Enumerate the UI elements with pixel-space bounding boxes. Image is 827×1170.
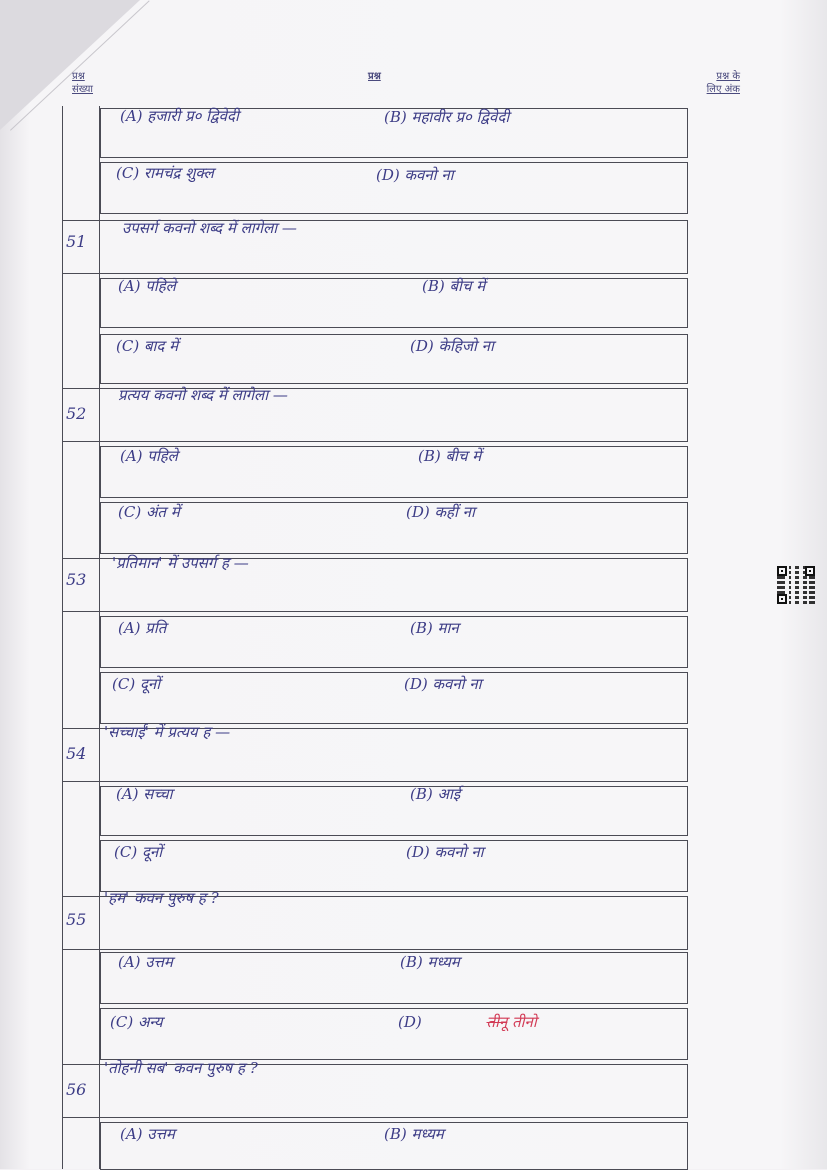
answer-row [100,672,688,724]
qr-finder [805,566,815,576]
option-b: (B) बीच में [418,447,482,465]
header-question: प्रश्न [368,71,381,82]
option-a: (A) प्रति [118,619,167,637]
option-a: (A) पहिले [120,447,178,465]
corrected-answer: तीनो [512,1013,537,1031]
option-d: (D) कवनो ना [406,843,484,861]
answer-row [100,840,688,892]
option-b: (B) बीच में [422,277,486,295]
option-a: (A) उत्तम [120,1125,175,1143]
answer-row [100,1008,688,1060]
struck-answer: तीनू [486,1013,508,1031]
option-a: (A) सच्चा [116,785,173,803]
option-c: (C) बाद में [116,337,179,355]
option-d: (D) कवनो ना [404,675,482,693]
option-c: (C) दूनों [112,675,161,693]
answer-row [100,502,688,554]
option-a: (A) उत्तम [118,953,173,971]
option-b: (B) मध्यम [400,953,460,971]
option-c: (C) अंत में [118,503,180,521]
option-c: (C) रामचंद्र शुक्ल [116,164,214,182]
option-d: (D) कहीं ना [406,503,475,521]
answer-row [100,334,688,384]
option-a: (A) हजारी प्र० द्विवेदी [120,107,239,125]
question-number: 52 [66,404,87,423]
answer-row [100,952,688,1004]
answer-row [100,278,688,328]
question-text: उपसर्ग कवनो शब्द में लागेला — [122,219,297,237]
answer-row [100,616,688,668]
question-text: 'प्रतिमान' में उपसर्ग ह — [112,554,249,572]
answer-row [100,786,688,836]
question-text: 'हम' कवन पुरुष ह ? [104,889,219,907]
option-b: (B) मध्यम [384,1125,444,1143]
option-d: (D) केहिजो ना [410,337,494,355]
option-b: (B) मान [410,619,459,637]
option-c: (C) अन्य [110,1013,163,1031]
question-number: 54 [66,744,87,763]
question-text: 'तोहनी सब' कवन पुरुष ह ? [104,1059,258,1077]
question-text: प्रत्यय कवनो शब्द में लागेला — [118,386,288,404]
header-question-number: प्रश्न संख्या [72,71,93,95]
question-text: 'सच्चाई' में प्रत्यय ह — [104,723,231,741]
answer-row [100,446,688,498]
option-d: (D) तीनू तीनो [398,1013,537,1031]
option-a: (A) पहिले [118,277,176,295]
question-number: 55 [66,910,87,929]
qr-finder [777,566,787,576]
question-number: 53 [66,570,87,589]
option-c: (C) दूनों [114,843,163,861]
qr-finder [777,594,787,604]
header-marks: प्रश्न के लिए अंक [706,71,740,95]
option-d: (D) कवनो ना [376,166,454,184]
option-b: (B) महावीर प्र० द्विवेदी [384,108,510,126]
question-number: 56 [66,1080,87,1099]
question-number: 51 [66,232,87,251]
option-b: (B) आई [410,785,461,803]
